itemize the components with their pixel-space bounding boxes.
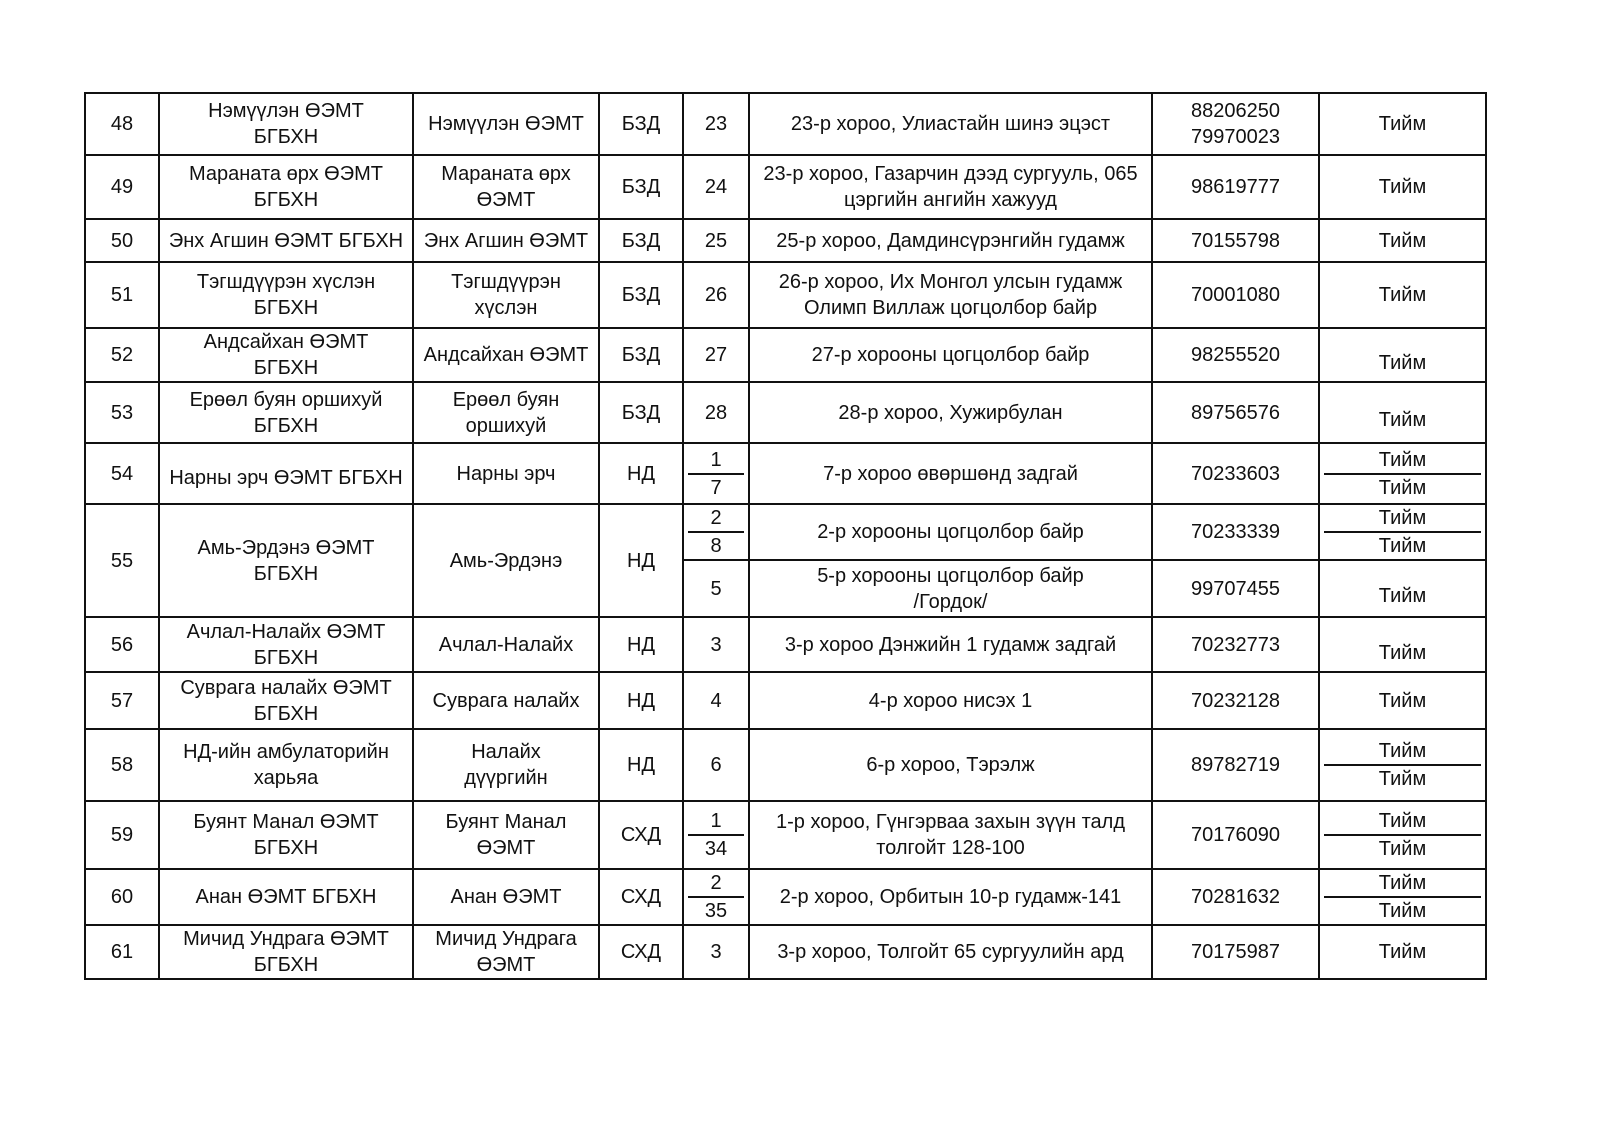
address: 3-р хороо Дэнжийн 1 гудамж задгай — [749, 617, 1152, 672]
phone: 70233339 — [1152, 504, 1319, 560]
phone: 98619777 — [1152, 155, 1319, 219]
phone: 89756576 — [1152, 382, 1319, 443]
short-name: Мичид Ундрага ӨЭМТ — [413, 925, 599, 979]
short-name: Ачлал-Налайх — [413, 617, 599, 672]
organization-name: Андсайхан ӨЭМТ БГБХН — [159, 328, 413, 382]
phone: 70233603 — [1152, 443, 1319, 504]
table-row — [85, 869, 1486, 925]
address: 28-р хороо, Хужирбулан — [749, 382, 1152, 443]
phone: 70281632 — [1152, 869, 1319, 925]
khoroo-number: 27 — [683, 328, 749, 382]
phone: 98255520 — [1152, 328, 1319, 382]
district: БЗД — [599, 219, 683, 262]
table-row — [85, 328, 1486, 382]
status-sub: Тийм — [1324, 896, 1481, 924]
table-row — [85, 617, 1486, 672]
status — [1319, 504, 1486, 560]
phone: 70175987 — [1152, 925, 1319, 979]
address: 25-р хороо, Дамдинсүрэнгийн гудамж — [749, 219, 1152, 262]
organization-name: Анан ӨЭМТ БГБХН — [159, 869, 413, 925]
organization-name: Буянт Манал ӨЭМТ БГБХН — [159, 801, 413, 869]
organization-name: Энх Агшин ӨЭМТ БГБХН — [159, 219, 413, 262]
row-number: 49 — [85, 155, 159, 219]
phone: 70232128 — [1152, 672, 1319, 729]
district: БЗД — [599, 382, 683, 443]
row-number: 57 — [85, 672, 159, 729]
district: СХД — [599, 801, 683, 869]
row-number: 52 — [85, 328, 159, 382]
status: Тийм — [1319, 155, 1486, 219]
row-number: 50 — [85, 219, 159, 262]
status-sub: Тийм — [1324, 473, 1481, 501]
address: 7-р хороо өвөршөнд задгай — [749, 443, 1152, 504]
organization-name: Амь-Эрдэнэ ӨЭМТ БГБХН — [159, 504, 413, 617]
khoroo-sub: 8 — [688, 531, 744, 559]
phone: 89782719 — [1152, 729, 1319, 801]
status: Тийм — [1319, 925, 1486, 979]
khoroo-number — [683, 801, 749, 869]
khoroo-sub: 7 — [688, 473, 744, 501]
phone: 70155798 — [1152, 219, 1319, 262]
khoroo-number: 5 — [683, 560, 749, 617]
organization-name: Суврага налайх ӨЭМТ БГБХН — [159, 672, 413, 729]
row-number: 61 — [85, 925, 159, 979]
organization-name: Мичид Ундрага ӨЭМТ БГБХН — [159, 925, 413, 979]
status — [1319, 729, 1486, 801]
address: 2-р хорооны цогцолбор байр — [749, 504, 1152, 560]
district: НД — [599, 504, 683, 617]
row-number: 60 — [85, 869, 159, 925]
khoroo-number: 3 — [683, 617, 749, 672]
khoroo-number: 3 — [683, 925, 749, 979]
district: НД — [599, 617, 683, 672]
status: Тийм — [1319, 672, 1486, 729]
short-name: Андсайхан ӨЭМТ — [413, 328, 599, 382]
short-name: Анан ӨЭМТ — [413, 869, 599, 925]
organization-name: Ачлал-Налайх ӨЭМТ БГБХН — [159, 617, 413, 672]
status — [1319, 443, 1486, 504]
district: СХД — [599, 869, 683, 925]
khoroo-sub: 35 — [688, 896, 744, 924]
address: 26-р хороо, Их Монгол улсын гудамж Олимп Виллаж цогцолбор байр — [749, 262, 1152, 328]
status: Тийм — [1319, 382, 1486, 443]
row-number: 48 — [85, 93, 159, 155]
district: БЗД — [599, 262, 683, 328]
address: 23-р хороо, Улиастайн шинэ эцэст — [749, 93, 1152, 155]
short-name: Ерөөл буян оршихуй — [413, 382, 599, 443]
short-name: Буянт Манал ӨЭМТ — [413, 801, 599, 869]
short-name: Мараната өрх ӨЭМТ — [413, 155, 599, 219]
short-name: Нарны эрч — [413, 443, 599, 504]
short-name: Амь-Эрдэнэ — [413, 504, 599, 617]
khoroo-number: 25 — [683, 219, 749, 262]
short-name: Налайх дүүргийн — [413, 729, 599, 801]
khoroo-number: 23 — [683, 93, 749, 155]
khoroo-number — [683, 443, 749, 504]
organization-name: Мараната өрх ӨЭМТ БГБХН — [159, 155, 413, 219]
row-number: 54 — [85, 443, 159, 504]
khoroo-number: 26 — [683, 262, 749, 328]
khoroo-sub: 1 — [710, 448, 722, 471]
district: БЗД — [599, 93, 683, 155]
clinic-table — [84, 92, 1487, 980]
status-sub: Тийм — [1378, 872, 1427, 894]
table-row — [85, 155, 1486, 219]
phone: 99707455 — [1152, 560, 1319, 617]
status-sub: Тийм — [1378, 810, 1427, 832]
district: БЗД — [599, 328, 683, 382]
status: Тийм — [1319, 617, 1486, 672]
khoroo-number: 4 — [683, 672, 749, 729]
row-number: 58 — [85, 729, 159, 801]
short-name: Суврага налайх — [413, 672, 599, 729]
status: Тийм — [1319, 219, 1486, 262]
table-row — [85, 801, 1486, 869]
district: НД — [599, 443, 683, 504]
status-sub: Тийм — [1324, 531, 1481, 559]
organization-name: Нарны эрч ӨЭМТ БГБХН — [159, 443, 413, 504]
status — [1319, 869, 1486, 925]
status-sub: Тийм — [1324, 764, 1481, 792]
row-number: 56 — [85, 617, 159, 672]
table-row — [85, 443, 1486, 504]
address: 5-р хорооны цогцолбор байр /Гордок/ — [749, 560, 1152, 617]
status-sub: Тийм — [1324, 834, 1481, 862]
row-number: 59 — [85, 801, 159, 869]
district: БЗД — [599, 155, 683, 219]
table-row — [85, 93, 1486, 155]
phone: 70001080 — [1152, 262, 1319, 328]
organization-name: Нэмүүлэн ӨЭМТ БГБХН — [159, 93, 413, 155]
short-name: Нэмүүлэн ӨЭМТ — [413, 93, 599, 155]
short-name: Тэгшдүүрэн хүслэн — [413, 262, 599, 328]
status: Тийм — [1319, 262, 1486, 328]
khoroo-sub: 2 — [710, 507, 722, 529]
phone: 70176090 — [1152, 801, 1319, 869]
khoroo-number: 6 — [683, 729, 749, 801]
address: 3-р хороо, Толгойт 65 сургуулийн ард — [749, 925, 1152, 979]
khoroo-number: 24 — [683, 155, 749, 219]
table-row — [85, 504, 1486, 560]
short-name: Энх Агшин ӨЭМТ — [413, 219, 599, 262]
organization-name: Тэгшдүүрэн хүслэн БГБХН — [159, 262, 413, 328]
row-number: 55 — [85, 504, 159, 617]
status-sub: Тийм — [1378, 448, 1427, 471]
row-number: 51 — [85, 262, 159, 328]
address: 23-р хороо, Газарчин дээд сургууль, 065 цэргийн ангийн хажууд — [749, 155, 1152, 219]
khoroo-number: 28 — [683, 382, 749, 443]
row-number: 53 — [85, 382, 159, 443]
status-sub: Тийм — [1378, 507, 1427, 529]
khoroo-sub: 34 — [688, 834, 744, 862]
table-row — [85, 382, 1486, 443]
table-row — [85, 729, 1486, 801]
status: Тийм — [1319, 93, 1486, 155]
address: 2-р хороо, Орбитын 10-р гудамж-141 — [749, 869, 1152, 925]
status — [1319, 801, 1486, 869]
phone: 88206250 79970023 — [1152, 93, 1319, 155]
table-row — [85, 219, 1486, 262]
address: 1-р хороо, Гүнгэрваа захын зүүн талд толгойт 128-100 — [749, 801, 1152, 869]
table-row — [85, 262, 1486, 328]
khoroo-sub: 2 — [710, 872, 722, 894]
district: НД — [599, 729, 683, 801]
organization-name: Ерөөл буян оршихуй БГБХН — [159, 382, 413, 443]
address: 27-р хорооны цогцолбор байр — [749, 328, 1152, 382]
khoroo-sub: 1 — [710, 810, 722, 832]
phone: 70232773 — [1152, 617, 1319, 672]
organization-name: НД-ийн амбулаторийн харьяа — [159, 729, 413, 801]
district: НД — [599, 672, 683, 729]
khoroo-number — [683, 504, 749, 560]
table-row — [85, 672, 1486, 729]
khoroo-number — [683, 869, 749, 925]
status: Тийм — [1319, 560, 1486, 617]
address: 6-р хороо, Тэрэлж — [749, 729, 1152, 801]
status-sub: Тийм — [1378, 740, 1427, 762]
address: 4-р хороо нисэх 1 — [749, 672, 1152, 729]
status: Тийм — [1319, 328, 1486, 382]
district: СХД — [599, 925, 683, 979]
table-row — [85, 925, 1486, 979]
